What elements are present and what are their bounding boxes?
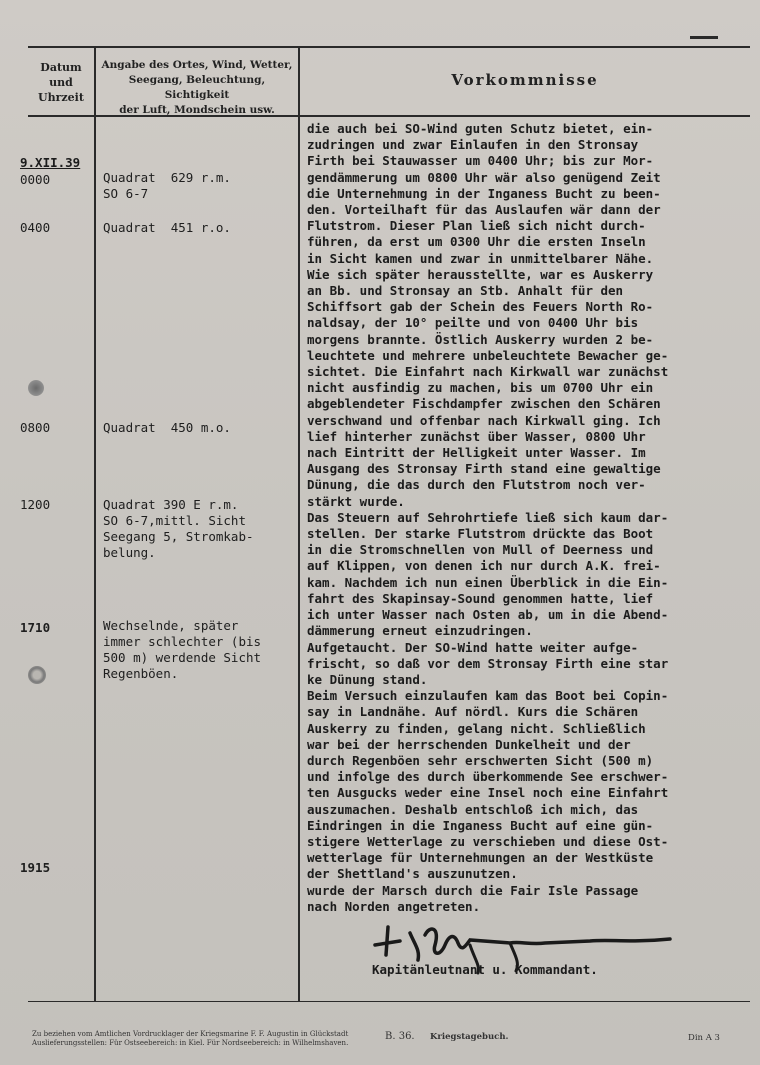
header-conditions bbox=[98, 58, 296, 118]
event-line: in Sicht kamen und zwar in unmittelbarer Nähe. bbox=[307, 250, 654, 266]
time-0400: 0400 bbox=[20, 220, 51, 235]
header-top-rule bbox=[28, 46, 750, 48]
footer-paper-size: Din A 3 bbox=[688, 1033, 720, 1043]
event-line: der Shettland's auszunutzen. bbox=[307, 866, 518, 882]
header-col1-line2: und bbox=[49, 76, 73, 89]
event-line: lief hinterher zunächst über Wasser, 0800 Uhr bbox=[307, 428, 646, 444]
event-line: auszumachen. Deshalb entschloß ich mich, das bbox=[307, 801, 639, 817]
signature-title: Kapitänleutnant u. Kommandant. bbox=[372, 962, 598, 977]
top-mark bbox=[690, 36, 718, 39]
event-line: durch Regenböen sehr erschwerten Sicht (500 m) bbox=[307, 752, 654, 768]
conditions-1710 bbox=[103, 618, 303, 682]
event-line: war bei der herrschenden Dunkelheit und der bbox=[307, 736, 631, 752]
conditions-line: 500 m) werdende Sicht bbox=[103, 650, 262, 665]
header-col2-line1: Angabe des Ortes, Wind, Wetter, bbox=[101, 59, 293, 71]
event-line: auf Klippen, von denen ich nur durch A.K. frei- bbox=[307, 558, 661, 574]
event-line: ten Ausgucks weder eine Insel noch eine Einfahrt bbox=[307, 785, 669, 801]
event-line: Ausgang des Stronsay Firth stand eine gewaltige bbox=[307, 461, 661, 477]
footer-publisher bbox=[32, 1030, 352, 1048]
header-events: Vorkommnisse bbox=[451, 71, 599, 89]
event-line: abgeblendeter Fischdampfer zwischen den Schären bbox=[307, 396, 661, 412]
event-line: gendämmerung um 0800 Uhr wär also genügend Zeit bbox=[307, 169, 661, 185]
header-col2-line2: Seegang, Beleuchtung, Sichtigkeit bbox=[128, 74, 266, 101]
event-line: stärkt wurde. bbox=[307, 493, 405, 509]
event-line: Beim Versuch einzulaufen kam das Boot bei Copin- bbox=[307, 688, 669, 704]
event-line: morgens brannte. Östlich Auskerry wurden 2 be- bbox=[307, 331, 654, 347]
event-line: den. Vorteilhaft für das Auslaufen wär dann der bbox=[307, 202, 661, 218]
footer-line1: Zu beziehen vom Amtlichen Vordrucklager der Kriegsmarine F. F. Augustin in Glückstadt bbox=[32, 1030, 349, 1038]
conditions-0000 bbox=[103, 170, 303, 202]
events-body bbox=[307, 121, 752, 915]
time-0800: 0800 bbox=[20, 420, 51, 435]
time-1200: 1200 bbox=[20, 497, 51, 512]
column-divider-1 bbox=[94, 46, 96, 1001]
event-line: leuchtete und mehrere unbeleuchtete Bewacher ge- bbox=[307, 347, 669, 363]
footer-form-name: Kriegstagebuch. bbox=[430, 1032, 509, 1042]
event-line: die auch bei SO-Wind guten Schutz bietet, ein- bbox=[307, 121, 654, 136]
event-line: führen, da erst um 0300 Uhr die ersten Inseln bbox=[307, 234, 646, 250]
punch-hole-icon bbox=[28, 666, 46, 684]
time-1915: 1915 bbox=[20, 860, 51, 875]
event-line: frischt, so daß vor dem Stronsay Firth eine star bbox=[307, 655, 669, 671]
conditions-line: Quadrat 390 E r.m. bbox=[103, 497, 239, 512]
conditions-1200 bbox=[103, 497, 303, 561]
event-line: naldsay, der 10° peilte und von 0400 Uhr bis bbox=[307, 315, 639, 331]
event-line: wetterlage für Unternehmungen an der Westküste bbox=[307, 850, 654, 866]
event-line: fahrt des Skapinsay-Sound genommen hatte, lief bbox=[307, 590, 654, 606]
event-line: nach Norden angetreten. bbox=[307, 898, 481, 914]
conditions-line: SO 6-7 bbox=[103, 186, 149, 201]
conditions-line: Quadrat 629 r.m. bbox=[103, 170, 231, 185]
date-entry: 9.XII.39 bbox=[20, 155, 81, 170]
conditions-line: SO 6-7,mittl. Sicht bbox=[103, 513, 246, 528]
event-line: ke Dünung stand. bbox=[307, 671, 428, 687]
event-line: und infolge des durch überkommende See erschwer- bbox=[307, 769, 669, 785]
conditions-line: Quadrat 451 r.o. bbox=[103, 220, 231, 235]
event-line: verschwand und offenbar nach Kirkwall ging. Ich bbox=[307, 412, 661, 428]
event-line: stigere Wetterlage zu verschieben und diese Ost- bbox=[307, 833, 669, 849]
event-line: die Unternehmung in der Inganess Bucht zu been- bbox=[307, 185, 661, 201]
footer-form-number: B. 36. bbox=[385, 1031, 415, 1042]
event-line: Auskerry zu finden, gelang nicht. Schließlich bbox=[307, 720, 646, 736]
conditions-0800 bbox=[103, 420, 303, 436]
event-line: Wie sich später herausstellte, war es Auskerry bbox=[307, 266, 654, 282]
event-line: kam. Nachdem ich nun einen Überblick in die Ein- bbox=[307, 574, 669, 590]
event-line: Aufgetaucht. Der SO-Wind hatte weiter aufge- bbox=[307, 639, 639, 655]
event-line: Schiffsort gab der Schein des Feuers North Ro- bbox=[307, 299, 654, 315]
header-date-time bbox=[30, 60, 92, 105]
conditions-line: Wechselnde, später bbox=[103, 618, 239, 633]
time-0000: 0000 bbox=[20, 172, 51, 187]
header-col1-line3: Uhrzeit bbox=[38, 91, 84, 104]
footer-line2: Auslieferungsstellen: Für Ostseebereich: in Kiel. Für Nordseebereich: in Wilhelmshaven. bbox=[32, 1039, 349, 1047]
conditions-line: Regenböen. bbox=[103, 666, 179, 681]
event-line: nicht ausfindig zu machen, bis um 0700 Uhr ein bbox=[307, 380, 654, 396]
event-line: Dünung, die das durch den Flutstrom noch ver- bbox=[307, 477, 646, 493]
event-line: Eindringen in die Inganess Bucht auf eine gün- bbox=[307, 817, 654, 833]
event-line: ich unter Wasser nach Osten ab, um in die Abend- bbox=[307, 607, 669, 623]
event-line: Flutstrom. Dieser Plan ließ sich nicht durch- bbox=[307, 218, 646, 234]
punch-hole-icon bbox=[28, 380, 44, 396]
event-line: dämmerung erneut einzudringen. bbox=[307, 623, 533, 639]
event-line: nach Eintritt der Helligkeit unter Wasser. Im bbox=[307, 445, 646, 461]
time-1710: 1710 bbox=[20, 620, 51, 635]
footer-rule bbox=[28, 1001, 750, 1002]
event-line: say in Landnähe. Auf nördl. Kurs die Schären bbox=[307, 704, 639, 720]
event-line: in die Stromschnellen von Mull of Deerness und bbox=[307, 542, 654, 558]
event-line: Firth bei Stauwasser um 0400 Uhr; bis zur Mor- bbox=[307, 153, 654, 169]
conditions-line: immer schlechter (bis bbox=[103, 634, 262, 649]
header-col2-line3: der Luft, Mondschein usw. bbox=[119, 104, 275, 116]
header-col1-line1: Datum bbox=[40, 61, 82, 74]
event-line: Das Steuern auf Sehrohrtiefe ließ sich kaum dar- bbox=[307, 509, 669, 525]
event-line: zudringen und zwar Einlaufen in den Stronsay bbox=[307, 137, 639, 153]
event-line: stellen. Der starke Flutstrom drückte das Boot bbox=[307, 526, 654, 542]
conditions-0400 bbox=[103, 220, 303, 236]
event-line: an Bb. und Stronsay an Stb. Anhalt für den bbox=[307, 283, 624, 299]
event-line: wurde der Marsch durch die Fair Isle Passage bbox=[307, 882, 639, 898]
conditions-line: Seegang 5, Stromkab- bbox=[103, 529, 254, 544]
conditions-line: belung. bbox=[103, 545, 156, 560]
conditions-line: Quadrat 450 m.o. bbox=[103, 420, 231, 435]
event-line: sichtet. Die Einfahrt nach Kirkwall war zunächst bbox=[307, 364, 669, 380]
